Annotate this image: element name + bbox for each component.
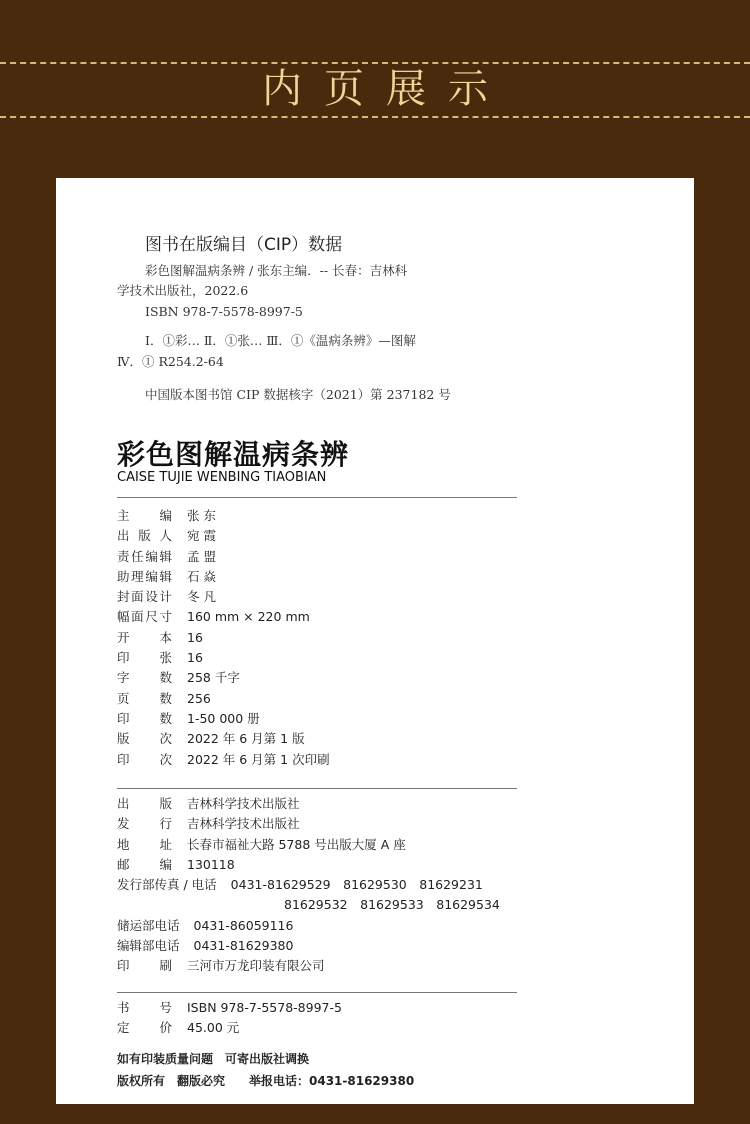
credit-label: 幅面尺寸 bbox=[117, 609, 172, 625]
divider bbox=[117, 788, 517, 789]
credit-value: 258 千字 bbox=[187, 670, 240, 686]
postcode-label: 邮编 bbox=[117, 856, 172, 872]
book-title: 彩色图解温病条辨 bbox=[117, 438, 350, 471]
credit-row bbox=[117, 547, 330, 567]
printer-row bbox=[117, 956, 500, 976]
credit-label: 主编 bbox=[117, 508, 172, 523]
isbn-label: 书号 bbox=[117, 1000, 172, 1015]
address-row bbox=[117, 835, 500, 855]
credit-label: 开本 bbox=[117, 629, 172, 645]
credit-value: 16 bbox=[187, 629, 203, 645]
cip-isbn: ISBN 978-7-5578-8997-5 bbox=[145, 304, 303, 319]
credit-row bbox=[117, 668, 330, 688]
cip-heading: 图书在版编目（CIP）数据 bbox=[145, 235, 343, 255]
copyright-notice: 版权所有 翻版必究 举报电话：0431-81629380 bbox=[117, 1074, 415, 1088]
publisher-info bbox=[117, 794, 500, 977]
price-label: 定价 bbox=[117, 1020, 172, 1036]
editorial-phone-row bbox=[117, 936, 500, 956]
credit-row bbox=[117, 567, 330, 587]
address-label: 地址 bbox=[117, 836, 172, 852]
credit-label: 页数 bbox=[117, 690, 172, 706]
postcode-value: 130118 bbox=[187, 856, 235, 872]
distributor-row bbox=[117, 814, 500, 834]
credit-value: 2022 年 6 月第 1 次印刷 bbox=[187, 751, 330, 767]
credit-value: 孟 盟 bbox=[187, 548, 216, 564]
header-banner bbox=[0, 0, 750, 178]
storage-phone-value: 0431-86059116 bbox=[193, 917, 294, 933]
credit-label: 印次 bbox=[117, 751, 172, 767]
credit-row bbox=[117, 526, 330, 546]
fax-row-continued bbox=[117, 895, 500, 915]
credit-label: 封面设计 bbox=[117, 589, 172, 605]
credit-label: 字数 bbox=[117, 670, 172, 686]
credit-row bbox=[117, 709, 330, 729]
cip-line: 彩色图解温病条辨 / 张东主编．-- 长春：吉林科 bbox=[145, 263, 408, 278]
fax-value: 0431-81629529 81629530 81629231 bbox=[230, 877, 483, 893]
dashed-divider-bottom bbox=[0, 116, 750, 118]
cip-line: 学技术出版社，2022.6 bbox=[117, 283, 249, 298]
cip-record-number: 中国版本图书馆 CIP 数据核字（2021）第 237182 号 bbox=[145, 387, 451, 402]
distributor-value: 吉林科学技术出版社 bbox=[187, 816, 300, 832]
credit-value: 石 焱 bbox=[187, 568, 216, 584]
credit-row bbox=[117, 587, 330, 607]
credit-row bbox=[117, 607, 330, 627]
credits-list bbox=[117, 506, 330, 770]
credit-row bbox=[117, 628, 330, 648]
publisher-row bbox=[117, 794, 500, 814]
publisher-label: 出版 bbox=[117, 796, 172, 811]
credit-value: 宛 霞 bbox=[187, 528, 216, 544]
publisher-value: 吉林科学技术出版社 bbox=[187, 796, 300, 811]
divider bbox=[117, 497, 517, 498]
price-row bbox=[117, 1018, 342, 1038]
fax-value: 81629532 81629533 81629534 bbox=[284, 897, 500, 913]
divider bbox=[117, 992, 517, 993]
cip-classification: Ⅳ．① R254.2-64 bbox=[117, 354, 224, 369]
isbn-price bbox=[117, 998, 342, 1039]
credit-label: 印张 bbox=[117, 650, 172, 666]
editorial-phone-value: 0431-81629380 bbox=[193, 938, 294, 954]
credit-value: 张 东 bbox=[187, 508, 216, 523]
credit-value: 160 mm × 220 mm bbox=[187, 609, 310, 625]
copyright-page bbox=[56, 178, 694, 1104]
credit-value: 冬 凡 bbox=[187, 589, 216, 605]
quality-notice: 如有印装质量问题 可寄出版社调换 bbox=[117, 1052, 310, 1066]
postcode-row bbox=[117, 855, 500, 875]
credit-value: 1-50 000 册 bbox=[187, 710, 260, 726]
price-value: 45.00 元 bbox=[187, 1020, 240, 1036]
credit-value: 256 bbox=[187, 690, 211, 706]
credit-value: 2022 年 6 月第 1 版 bbox=[187, 731, 305, 747]
printer-value: 三河市万龙印装有限公司 bbox=[187, 958, 325, 974]
storage-phone-row bbox=[117, 916, 500, 936]
credit-value: 16 bbox=[187, 650, 203, 666]
credit-label: 助理编辑 bbox=[117, 568, 172, 584]
editorial-phone-label: 编辑部电话 bbox=[117, 938, 180, 954]
address-value: 长春市福祉大路 5788 号出版大厦 A 座 bbox=[187, 836, 406, 852]
book-subtitle: CAISE TUJIE WENBING TIAOBIAN bbox=[117, 470, 327, 485]
isbn-row bbox=[117, 998, 342, 1018]
credit-label: 出版人 bbox=[117, 528, 172, 544]
credit-row bbox=[117, 648, 330, 668]
fax-label: 发行部传真 / 电话 bbox=[117, 877, 217, 893]
storage-phone-label: 储运部电话 bbox=[117, 917, 180, 933]
printer-label: 印刷 bbox=[117, 958, 172, 974]
banner-title: 内页展示 bbox=[262, 66, 510, 112]
credit-row bbox=[117, 729, 330, 749]
cip-classification: Ⅰ．①彩… Ⅱ．①张… Ⅲ．①《温病条辨》—图解 bbox=[145, 333, 416, 348]
credit-row bbox=[117, 750, 330, 770]
credit-label: 版次 bbox=[117, 731, 172, 747]
distributor-label: 发行 bbox=[117, 816, 172, 832]
credit-label: 印数 bbox=[117, 710, 172, 726]
fax-row bbox=[117, 875, 500, 895]
isbn-value: ISBN 978-7-5578-8997-5 bbox=[187, 1000, 342, 1015]
credit-row bbox=[117, 689, 330, 709]
credit-row bbox=[117, 506, 330, 526]
credit-label: 责任编辑 bbox=[117, 548, 172, 564]
